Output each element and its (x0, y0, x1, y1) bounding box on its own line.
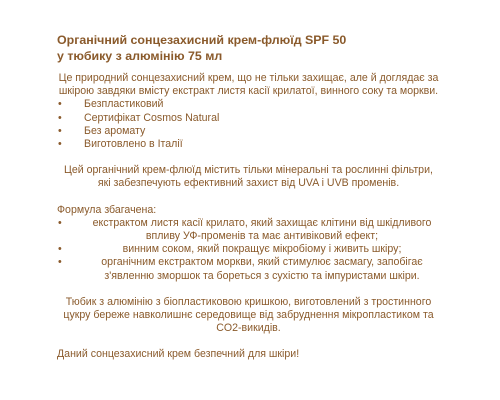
bullet-glyph: • (58, 256, 62, 269)
title-line-2: у тюбику з алюмінію 75 мл (57, 48, 223, 63)
bullet-glyph: • (58, 243, 62, 256)
formula-item: винним соком, який покращує мікробіому і живить шкіру; (122, 243, 402, 256)
spacer (57, 191, 440, 204)
intro-paragraph: Це природний сонцезахисний крем, що не тільки захищає, але й доглядає за шкірою завдяки вмісту екстракт листя касії крилатої, винного соку та моркви. (58, 72, 439, 98)
spacer (57, 151, 440, 164)
list-item (57, 217, 440, 243)
spacer (57, 283, 440, 296)
formula-item: органічним екстрактом моркви, який стимулює засмагу, запобігає з'явленню зморшок та бореться з сухістю та імпуристами шкіри. (101, 256, 423, 282)
feature-list (57, 98, 440, 151)
bullet-glyph: • (58, 98, 62, 111)
title-line-1: Органічний сонцезахисний крем-флюїд SPF 50 (57, 33, 347, 47)
safety-note: Даний сонцезахисний крем безпечний для шкіри! (57, 348, 300, 361)
bullet-glyph: • (58, 138, 62, 151)
list-item (57, 243, 440, 256)
page-title (57, 33, 440, 64)
filters-paragraph: Цей органічний крем-флюїд містить тільки мінеральні та рослинні фільтри, які забезпечують ефективний захист від UVA і UVB променів. (64, 164, 433, 190)
formula-heading: Формула збагачена: (57, 203, 157, 216)
bullet-glyph: • (58, 216, 62, 229)
formula-item: екстрактом листя касії крилато, який захищає клітини від шкідливого впливу УФ-променів та має антивіковий ефект; (92, 216, 432, 243)
list-item (57, 98, 440, 111)
list-item (57, 256, 440, 282)
feature-label: Виготовлено в Італії (84, 138, 183, 151)
feature-label: Без аромату (84, 124, 146, 137)
spacer (57, 335, 440, 348)
list-item (57, 125, 440, 138)
bullet-glyph: • (58, 111, 62, 124)
feature-label: Безпластиковий (84, 98, 164, 111)
bullet-glyph: • (58, 124, 62, 137)
feature-label: Сертифікат Cosmos Natural (84, 111, 220, 124)
list-item (57, 138, 440, 151)
tube-paragraph: Тюбик з алюмінію з біопластиковою кришкою, виготовлений з тростинного цукру береже навколишнє середовище від забруднення мікропластиком та CO2-викидів. (63, 295, 434, 335)
formula-list (57, 217, 440, 283)
list-item (57, 112, 440, 125)
